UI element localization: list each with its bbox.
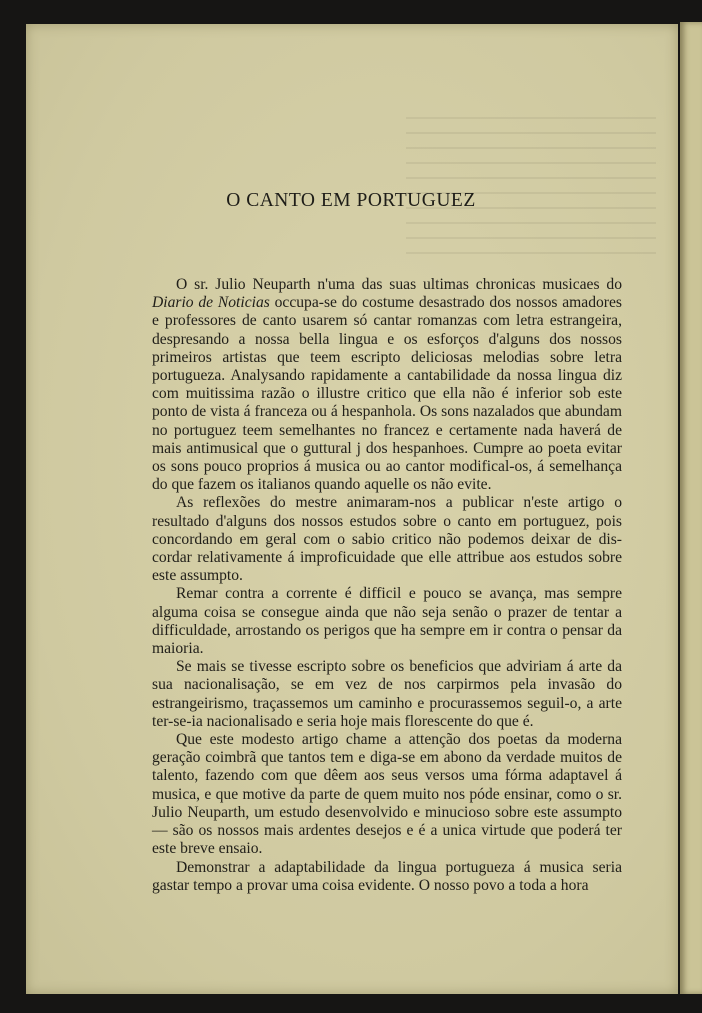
adjacent-page-edge xyxy=(680,22,702,994)
newspaper-name: Diario de Noticias xyxy=(152,294,270,312)
paragraph-5: Que este modesto artigo chame a attenção dos poetas da moderna geração coimbrã que tantos tem e diga-se em abono da verdade muitos de talento, fazendo com que dêem aos seus versos uma fórma adaptavel á musica, e que motive da parte de quem muito nos póde ensinar, como o sr. Julio Neuparth, um estudo desenvolvido e minucioso sobre este assumpto — são os nossos mais ardentes desejos e é a unica virtude que poderá ter este breve ensaio. xyxy=(152,731,622,858)
show-through-text xyxy=(406,104,656,274)
paragraph-6: Demonstrar a adaptabilidade da lingua portugueza á musica seria gastar tempo a provar uma coisa evidente. O nosso povo a toda a hora xyxy=(152,858,622,894)
paragraph-1-rest: occupa-se do costume desastrado dos nossos amadores e professores de canto usarem só cantar romanzas com letra estrangeira, despresando a nossa bella lingua e os esforços d'alguns dos nossos primeiros artistas que teem escripto deliciosas melodias sobre letra portugueza. Analysando rapidamente a cantabilidade da nossa lingua diz com muitissima razão o illustre critico que ella não é inferior sob este ponto de vista á franceza ou á hespanhola. Os sons nazalados que abundam no portuguez teem semelhantes no francez e certamente nada haverá de mais antimusical que o guttural j dos hespanhoes. Cumpre ao poeta evitar os sons pouco proprios á musica ou ao cantor modifical-os, á semelhança do que fazem os italianos quando aquelle os não evite. xyxy=(152,294,622,494)
paragraph-1 xyxy=(152,276,622,494)
paragraph-3: Remar contra a corrente é difficil e pouco se avança, mas sempre alguma coisa se consegue ainda que não seja senão o prazer de tentar a difficuldade, arrostando os perigos que ha sempre em ir contra o pensar da maioria. xyxy=(152,585,622,658)
paragraph-4: Se mais se tivesse escripto sobre os beneficios que adviriam á arte da sua nacionalisação, se em vez de nos carpirmos pela invasão do estrangeirismo, traçassemos um caminho e procurassemos seguil-o, a arte ter-se-ia nacionalisado e seria hoje mais florescente do que é. xyxy=(152,658,622,730)
article-body xyxy=(152,276,622,895)
paragraph-2: As reflexões do mestre animaram-nos a publicar n'este artigo o resultado d'alguns dos nossos estudos sobre o canto em portuguez, pois concordando em geral com o sabio critico não podemos deixar de discordar relativamente á improficuidade que elle attribue aos estudos sobre este assumpto. xyxy=(152,494,622,585)
paragraph-1-start: O sr. Julio Neuparth n'uma das suas ultimas chronicas musicaes do xyxy=(176,276,622,293)
article-title: O CANTO EM PORTUGUEZ xyxy=(226,190,476,211)
